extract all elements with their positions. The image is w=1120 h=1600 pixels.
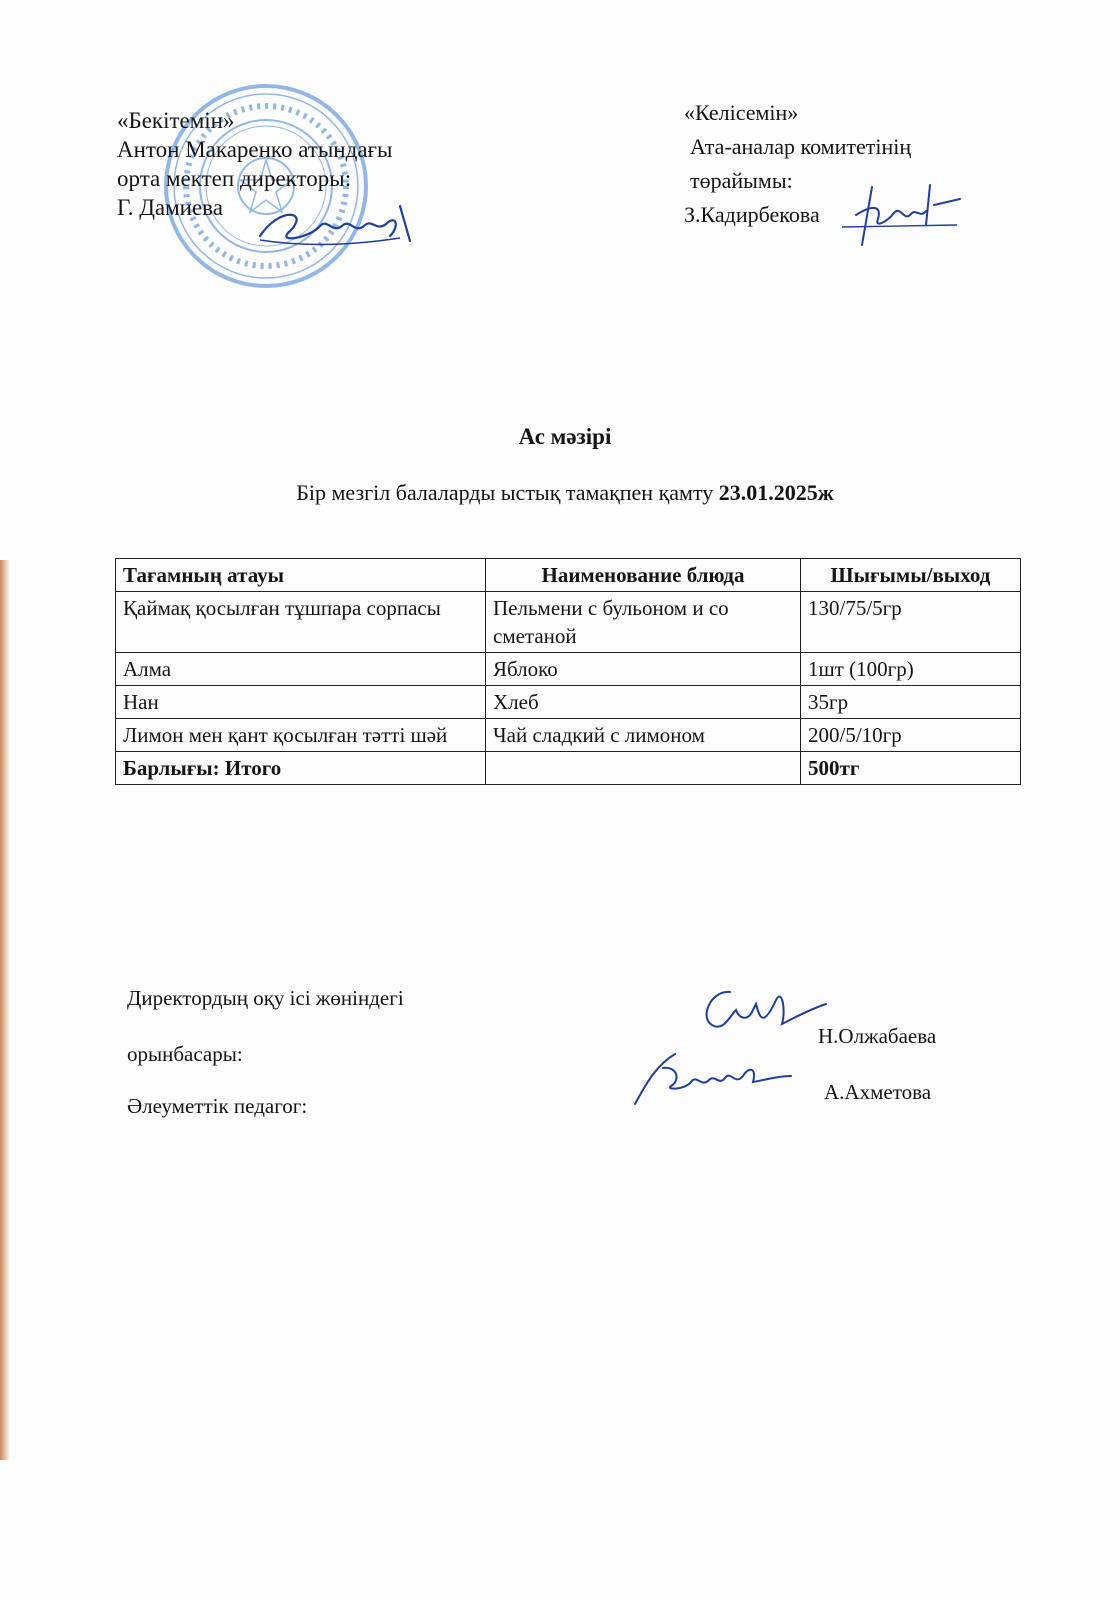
dish-kk: Алма xyxy=(116,653,486,686)
social-pedagogue-signature xyxy=(625,1046,795,1116)
dish-ru: Хлеб xyxy=(486,686,801,719)
agree-line1: Ата-аналар комитетінің xyxy=(690,134,912,159)
header-kk: Тағамның атауы xyxy=(116,559,486,592)
dish-output: 35гр xyxy=(801,686,1021,719)
total-label: Барлығы: Итого xyxy=(116,752,486,785)
agree-label: «Келісемін» xyxy=(684,100,799,125)
header-output: Шығымы/выход xyxy=(801,559,1021,592)
director-signature xyxy=(250,196,420,256)
dish-output: 130/75/5гр xyxy=(801,592,1021,653)
deputy-name: Н.Олжабаева xyxy=(818,1024,937,1048)
approve-line1: Антон Макаренко атындағы xyxy=(117,137,393,162)
table-header-row xyxy=(116,559,1021,592)
deputy-role-line1: Директордың оқу ісі жөніндегі xyxy=(127,986,404,1010)
page-edge-shadow xyxy=(0,560,10,1460)
header-ru: Наименование блюда xyxy=(486,559,801,592)
social-pedagogue-role: Әлеуметтік педагог: xyxy=(127,1094,308,1118)
table-total-row xyxy=(116,752,1021,785)
page-title: Ас мәзірі xyxy=(518,424,612,449)
dish-kk: Нан xyxy=(116,686,486,719)
dish-ru: Яблоко xyxy=(486,653,801,686)
dish-ru: Пельмени с бульоном и со сметаной xyxy=(486,592,801,653)
committee-signature xyxy=(842,175,967,255)
director-name: Г. Дамиева xyxy=(117,195,223,220)
total-empty xyxy=(486,752,801,785)
agree-line2: төрайымы: xyxy=(690,168,793,193)
dish-output: 1шт (100гр) xyxy=(801,653,1021,686)
subtitle-text: Бір мезгіл балаларды ыстық тамақпен қамту xyxy=(296,480,719,505)
dish-kk: Лимон мен қант қосылған тәтті шәй xyxy=(116,719,486,752)
dish-output: 200/5/10гр xyxy=(801,719,1021,752)
dish-kk: Қаймақ қосылған тұшпара сорпасы xyxy=(116,592,486,653)
deputy-signature xyxy=(690,980,830,1050)
social-pedagogue-name: А.Ахметова xyxy=(824,1080,932,1104)
menu-table xyxy=(115,558,1021,785)
table-row xyxy=(116,592,1021,653)
table-row xyxy=(116,686,1021,719)
page-subtitle xyxy=(0,480,1120,506)
approve-line2: орта мектеп директоры: xyxy=(117,166,352,191)
deputy-role-line2: орынбасары: xyxy=(127,1042,243,1066)
committee-chair-name: З.Кадирбекова xyxy=(684,202,820,227)
subtitle-date: 23.01.2025ж xyxy=(718,480,834,505)
table-row xyxy=(116,653,1021,686)
total-value: 500тг xyxy=(801,752,1021,785)
approve-label: «Бекітемін» xyxy=(117,108,235,133)
dish-ru: Чай сладкий с лимоном xyxy=(486,719,801,752)
table-row xyxy=(116,719,1021,752)
